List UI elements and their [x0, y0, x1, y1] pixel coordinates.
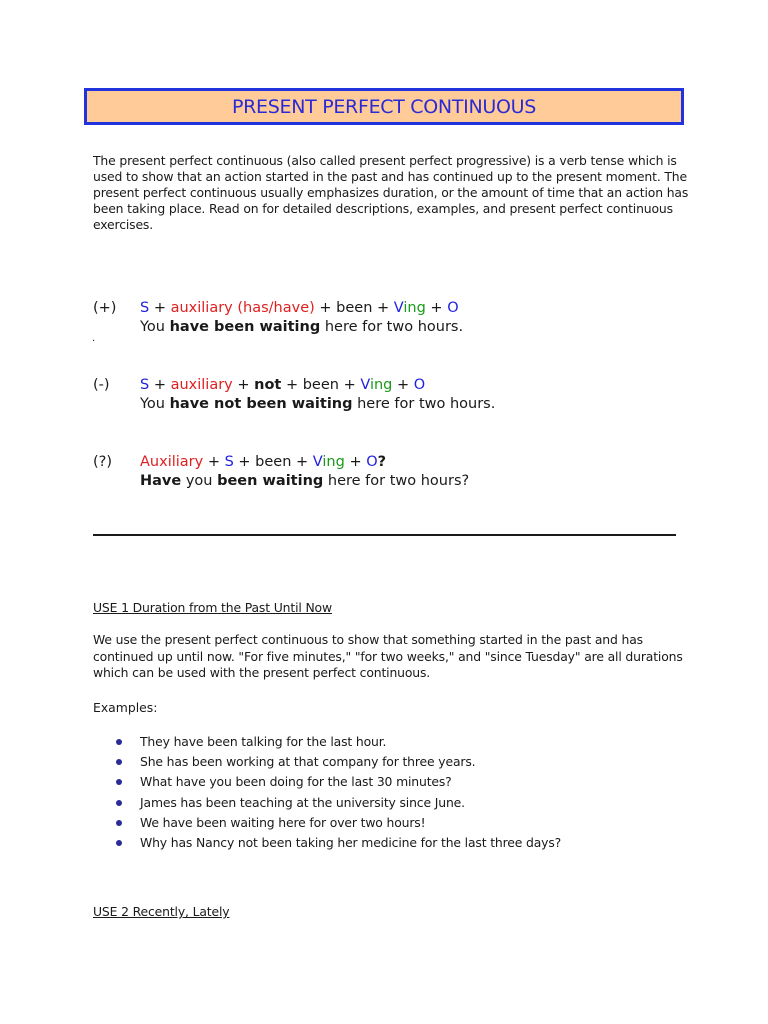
- page-title: PRESENT PERFECT CONTINUOUS: [232, 95, 536, 118]
- positive-example: [140, 319, 463, 335]
- bullet-icon: [116, 739, 122, 745]
- use1-heading: USE 1 Duration from the Past Until Now: [93, 600, 332, 615]
- been-token: + been +: [314, 300, 394, 316]
- list-item: [114, 835, 561, 855]
- use1-paragraph: We use the present perfect continuous to show that something started in the past and has continued up until now. "For five minutes," "for two weeks," and "since Tuesday" are all durations which can be used with the present perfect continuous.: [93, 632, 683, 680]
- horizontal-rule: [93, 534, 676, 536]
- intro-paragraph: The present perfect continuous (also called present perfect progressive) is a verb tense which is used to show that an action started in the past and has continued up to the present moment. The present perfect continuous usually emphasizes duration, or the amount of time that an action has been taking place. Read on for detailed descriptions, examples, and present perfect continuous exercises.: [93, 153, 689, 232]
- question-mark: ?: [377, 454, 387, 470]
- bullet-icon: [116, 759, 122, 765]
- example-bold: Have: [140, 473, 182, 489]
- question-structure: [140, 454, 386, 470]
- examples-label: Examples:: [93, 700, 158, 715]
- been-token: + been +: [281, 377, 361, 393]
- verb-token: V: [312, 454, 323, 470]
- verb-token: V: [393, 300, 404, 316]
- examples-list: [114, 734, 561, 855]
- been-token: + been +: [233, 454, 313, 470]
- example-text: here for two hours?: [323, 473, 470, 489]
- auxiliary-token: Auxiliary: [140, 454, 204, 470]
- question-sign: (?): [93, 454, 113, 470]
- example-bold: have been waiting: [169, 319, 321, 335]
- object-token: O: [366, 454, 378, 470]
- positive-sign: (+): [93, 300, 117, 316]
- question-example: [140, 473, 469, 489]
- bullet-icon: [116, 840, 122, 846]
- list-item-text: She has been working at that company for three years.: [140, 754, 476, 770]
- example-text: here for two hours.: [352, 396, 496, 412]
- bullet-icon: [116, 779, 122, 785]
- example-text: You: [140, 319, 170, 335]
- negative-example: [140, 396, 495, 412]
- list-item: [114, 774, 561, 794]
- stray-dot: .: [92, 333, 96, 344]
- bullet-icon: [116, 800, 122, 806]
- example-text: here for two hours.: [320, 319, 464, 335]
- list-item: [114, 795, 561, 815]
- plus-token: +: [344, 454, 367, 470]
- title-banner: [84, 88, 684, 125]
- object-token: O: [447, 300, 459, 316]
- plus-token: +: [203, 454, 225, 470]
- negative-structure: [140, 377, 425, 393]
- list-item: [114, 815, 561, 835]
- list-item-text: We have been waiting here for over two hours!: [140, 814, 426, 830]
- plus-token: +: [149, 377, 171, 393]
- plus-token: +: [149, 300, 171, 316]
- ing-token: ing: [369, 377, 393, 393]
- bullet-icon: [116, 820, 122, 826]
- use2-heading: USE 2 Recently, Lately: [93, 904, 230, 919]
- negative-sign: (-): [93, 377, 110, 393]
- list-item-text: What have you been doing for the last 30 minutes?: [140, 774, 452, 790]
- subject-token: S: [140, 300, 150, 316]
- list-item: [114, 734, 561, 754]
- plus-token: +: [425, 300, 448, 316]
- subject-token: S: [224, 454, 234, 470]
- list-item: [114, 754, 561, 774]
- list-item-text: Why has Nancy not been taking her medicine for the last three days?: [140, 834, 562, 850]
- auxiliary-token: auxiliary: [170, 377, 233, 393]
- example-bold: been waiting: [217, 473, 324, 489]
- not-token: not: [254, 377, 282, 393]
- list-item-text: They have been talking for the last hour.: [140, 734, 387, 749]
- plus-token: +: [392, 377, 414, 393]
- ing-token: ing: [403, 300, 426, 316]
- ing-token: ing: [322, 454, 345, 470]
- auxiliary-token: auxiliary (has/have): [170, 300, 315, 316]
- list-item-text: James has been teaching at the university since June.: [140, 794, 465, 810]
- positive-structure: [140, 300, 459, 316]
- object-token: O: [413, 377, 426, 393]
- example-text: You: [140, 396, 170, 412]
- subject-token: S: [140, 377, 150, 393]
- plus-token: +: [232, 377, 255, 393]
- example-text: you: [181, 473, 218, 489]
- verb-token: V: [360, 377, 370, 393]
- example-bold: have not been waiting: [169, 396, 353, 412]
